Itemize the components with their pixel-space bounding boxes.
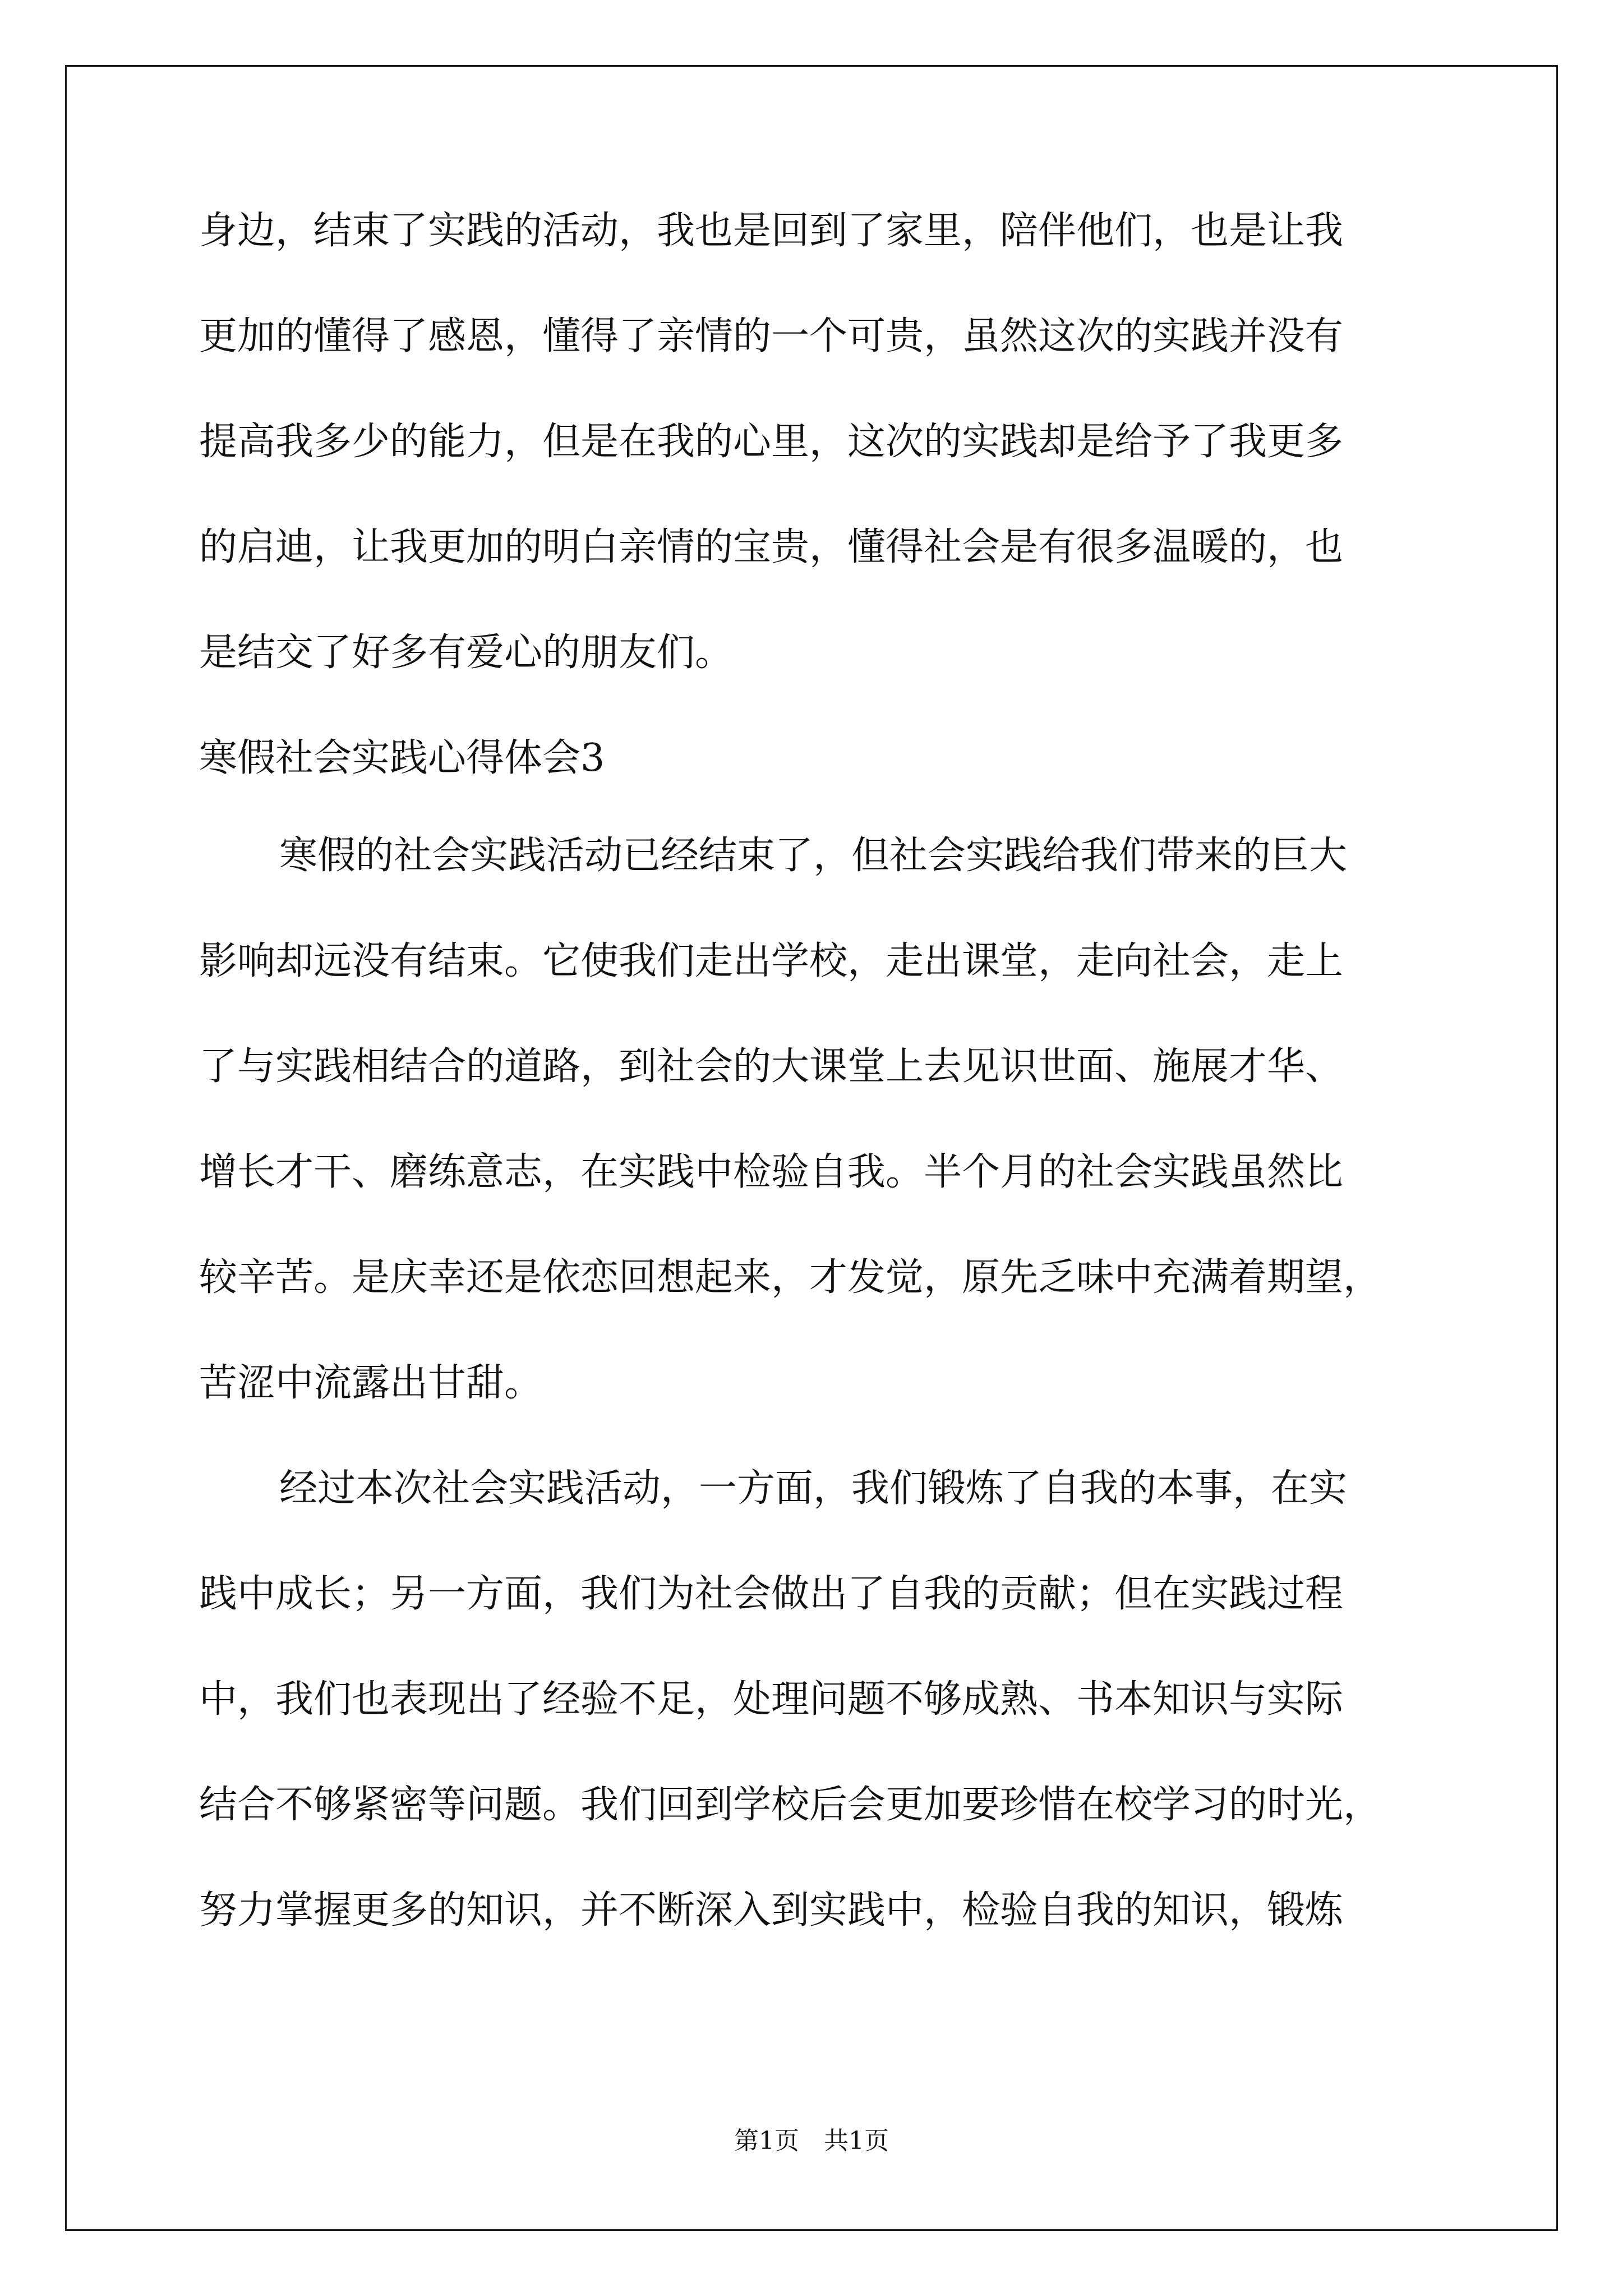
section-heading: 寒假社会实践心得体会3 xyxy=(199,736,605,780)
paragraph-line: 践中成长；另一方面，我们为社会做出了自我的贡献；但在实践过程 xyxy=(199,1572,1344,1616)
page-footer: 第1页 共1页 xyxy=(734,2127,889,2155)
paragraph-line: 中，我们也表现出了经验不足，处理问题不够成熟、书本知识与实际 xyxy=(199,1677,1344,1722)
paragraph-line: 身边，结束了实践的活动，我也是回到了家里，陪伴他们，也是让我 xyxy=(199,209,1344,253)
paragraph-line: 更加的懂得了感恩，懂得了亲情的一个可贵，虽然这次的实践并没有 xyxy=(199,314,1344,358)
paragraph-line: 的启迪，让我更加的明白亲情的宝贵，懂得社会是有很多温暖的，也 xyxy=(199,525,1344,569)
paragraph-3 xyxy=(199,1466,1455,1994)
paragraph-line: 苦涩中流露出甘甜。 xyxy=(199,1361,543,1405)
paragraph-line: 结合不够紧密等问题。我们回到学校后会更加要珍惜在校学习的时光， xyxy=(199,1783,1382,1827)
paragraph-line: 了与实践相结合的道路，到社会的大课堂上去见识世面、施展才华、 xyxy=(199,1045,1344,1089)
document-body xyxy=(199,209,1455,1994)
paragraph-line: 增长才干、磨练意志，在实践中检验自我。半个月的社会实践虽然比 xyxy=(199,1150,1344,1194)
paragraph-line: 影响却远没有结束。它使我们走出学校，走出课堂，走向社会，走上 xyxy=(199,939,1344,983)
paragraph-line: 寒假的社会实践活动已经结束了，但社会实践给我们带来的巨大 xyxy=(279,834,1348,878)
paragraph-2 xyxy=(199,834,1455,1466)
paragraph-line: 努力掌握更多的知识，并不断深入到实践中，检验自我的知识，锻炼 xyxy=(199,1888,1344,1932)
paragraph-line: 提高我多少的能力，但是在我的心里，这次的实践却是给予了我更多 xyxy=(199,420,1344,464)
paragraph-line: 经过本次社会实践活动，一方面，我们锻炼了自我的本事，在实 xyxy=(279,1466,1348,1511)
paragraph-line: 是结交了好多有爱心的朋友们。 xyxy=(199,631,734,675)
paragraph-1 xyxy=(199,209,1455,736)
paragraph-line: 较辛苦。是庆幸还是依恋回想起来，才发觉，原先乏味中充满着期望， xyxy=(199,1255,1382,1300)
